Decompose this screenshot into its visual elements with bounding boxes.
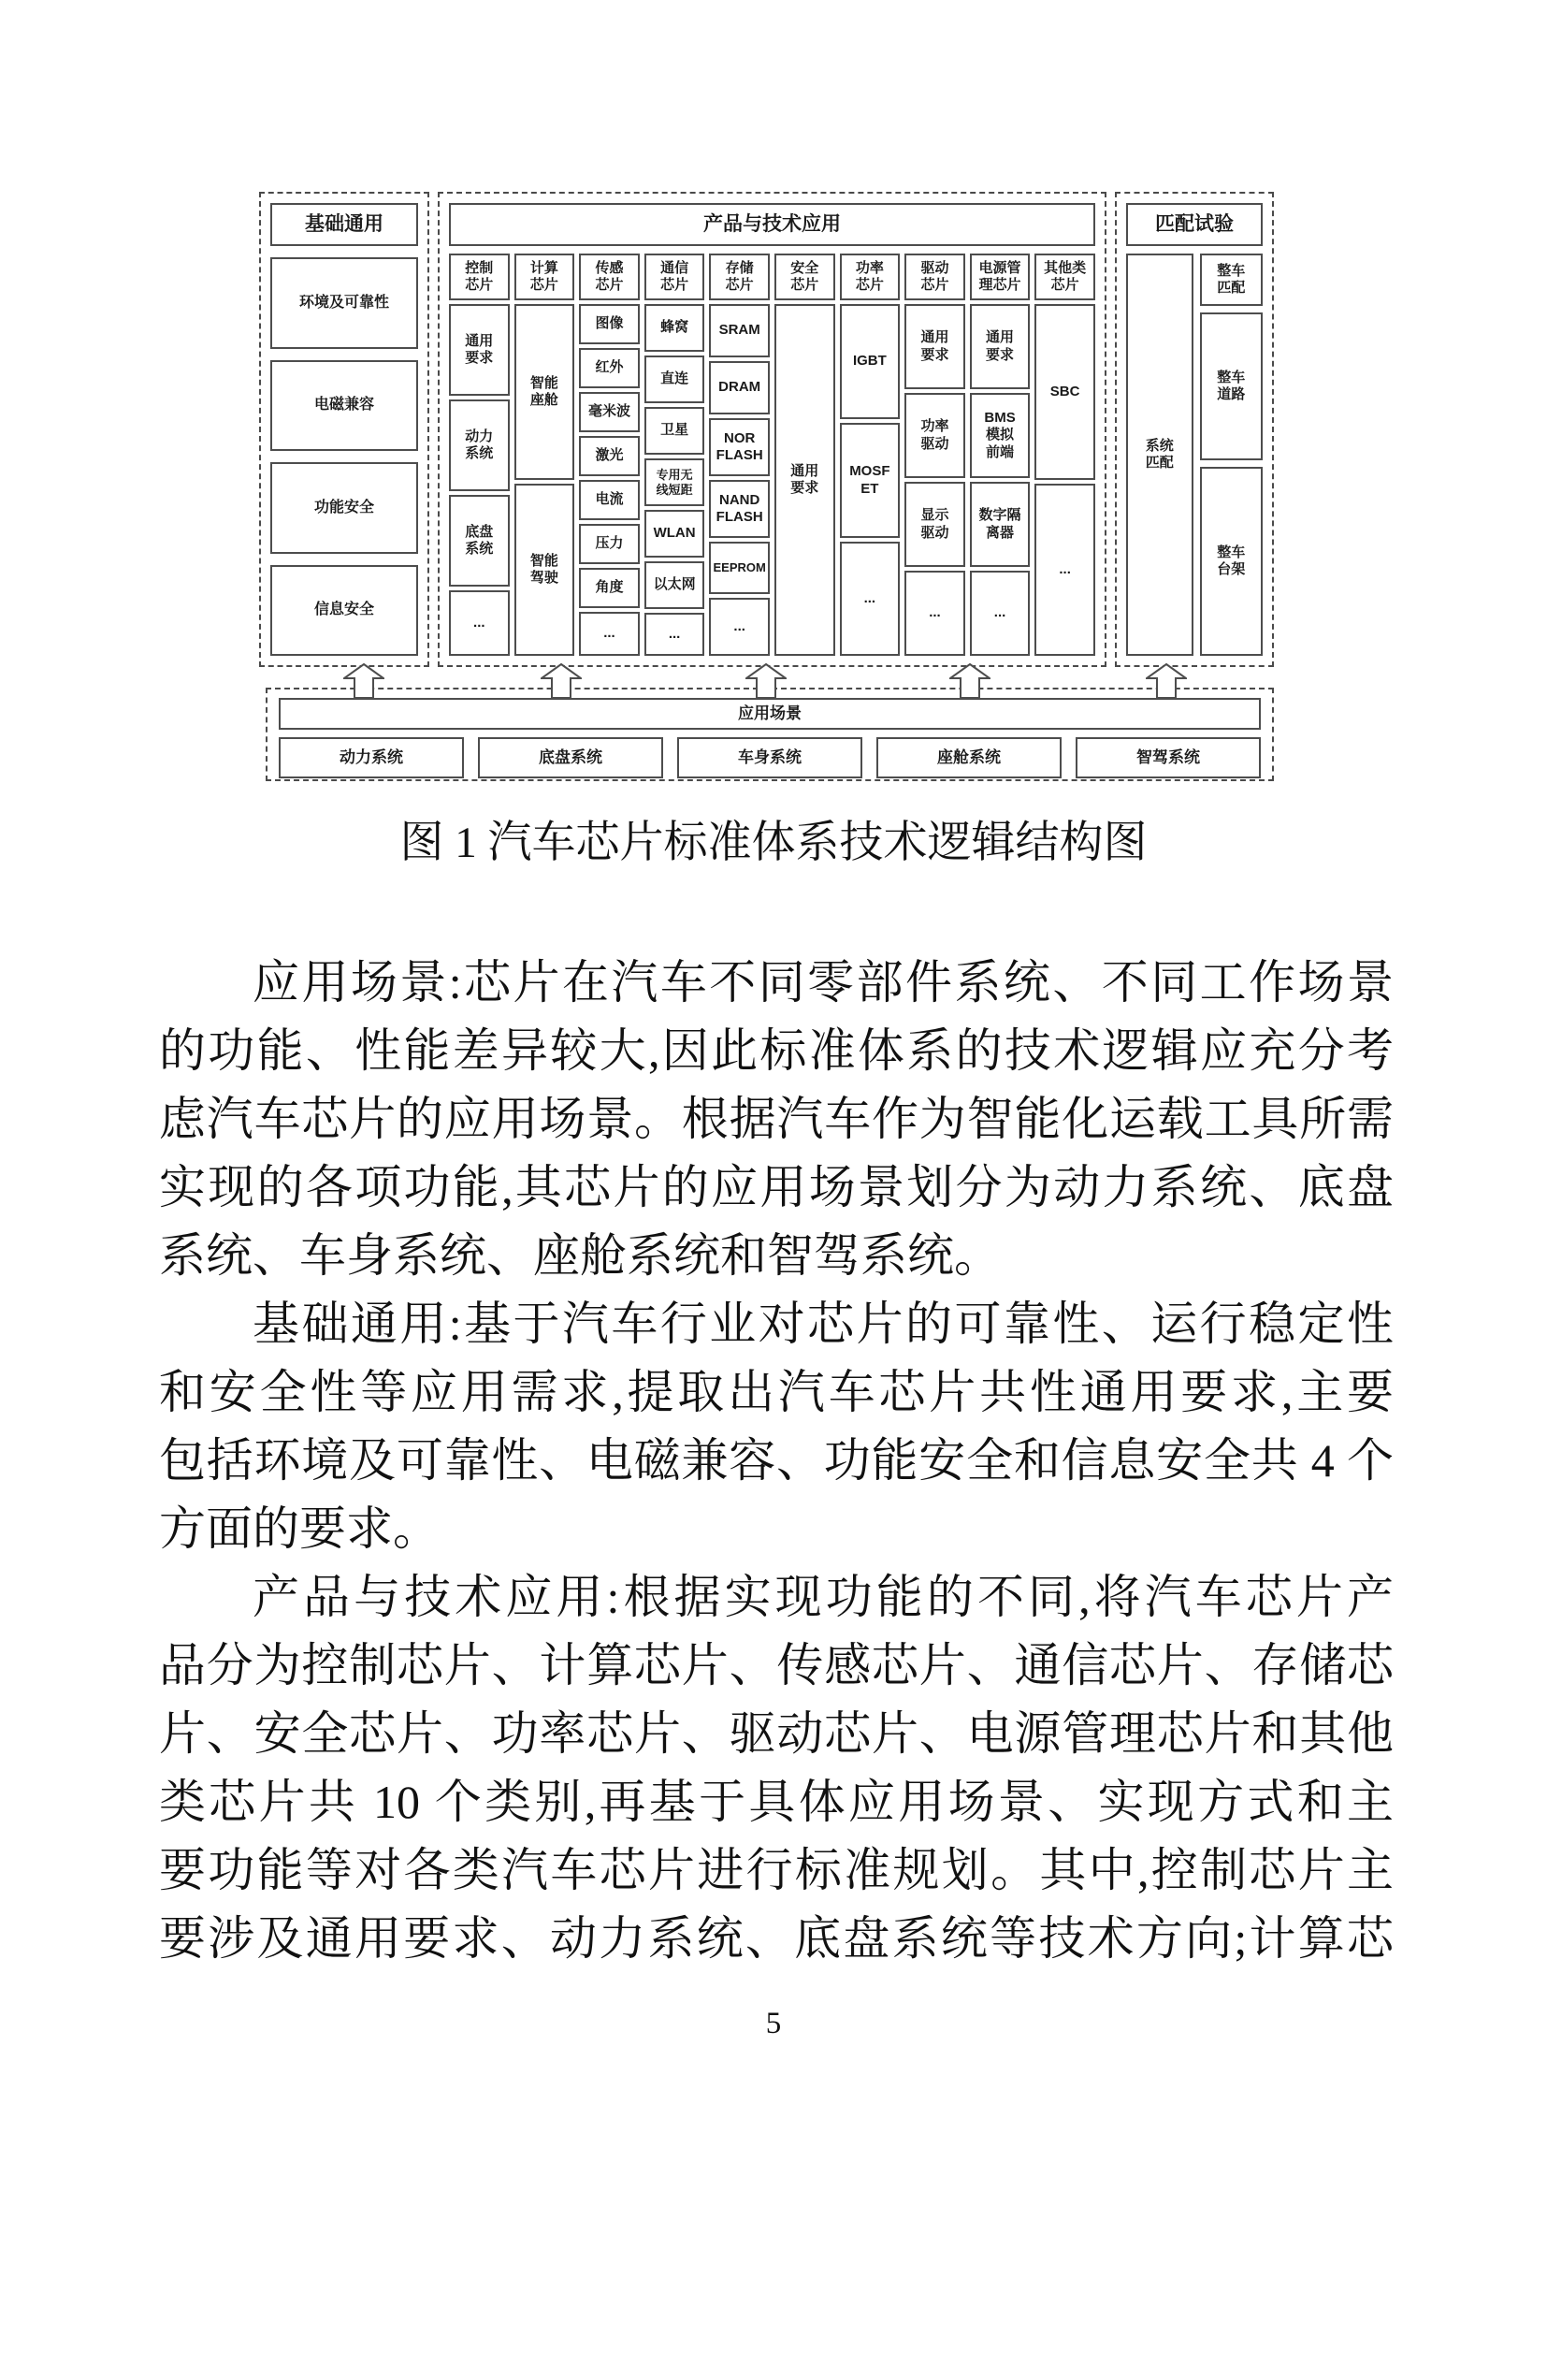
column-header: 存储芯片 (709, 254, 770, 300)
scenario-title-box: 应用场景 (279, 698, 1261, 730)
item-box: 角度 (579, 568, 640, 608)
section-title: 基础通用 (270, 203, 418, 246)
match-body (1126, 254, 1263, 656)
up-arrow-icon (1146, 663, 1187, 699)
section-product-tech (438, 192, 1106, 667)
chip-column-other (1034, 254, 1095, 656)
chip-column-storage (709, 254, 770, 656)
item-box: ... (449, 590, 510, 656)
column-header: 安全芯片 (774, 254, 835, 300)
item-box: ... (1034, 484, 1095, 656)
item-box: ... (840, 542, 901, 656)
item-box: ... (644, 613, 705, 656)
chip-column-driver (904, 254, 965, 656)
item-box: 以太网 (644, 561, 705, 609)
body-text-line: 虑汽车芯片的应用场景。根据汽车作为智能化运载工具所需 (159, 1093, 1394, 1145)
item-box: ... (970, 571, 1031, 656)
system-box: 智驾系统 (1076, 737, 1261, 778)
item-box: 环境及可靠性 (270, 257, 418, 349)
item-box: 通用要求 (774, 304, 835, 656)
column-header: 驱动芯片 (904, 254, 965, 300)
item-box: MOSFET (840, 423, 901, 538)
item-box: 压力 (579, 524, 640, 564)
page-number: 5 (765, 2007, 782, 2040)
item-box: 毫米波 (579, 392, 640, 432)
item-box: NAND FLASH (709, 480, 770, 538)
item-box: 蜂窝 (644, 304, 705, 352)
item-box: 直连 (644, 356, 705, 403)
item-box: DRAM (709, 361, 770, 414)
item-box: 功能安全 (270, 462, 418, 554)
chip-column-control (449, 254, 510, 656)
body-text-line: 包括环境及可靠性、电磁兼容、功能安全和信息安全共 4 个 (159, 1434, 1394, 1487)
item-box: 显示驱动 (904, 482, 965, 567)
column-header: 电源管理芯片 (970, 254, 1031, 300)
item-box: ... (709, 598, 770, 656)
section-application-scenario (266, 688, 1274, 781)
body-text-line: 系统、车身系统、座舱系统和智驾系统。 (159, 1229, 1001, 1282)
figure-diagram (259, 192, 1274, 783)
body-text (159, 949, 1394, 1973)
scenario-systems-row (279, 737, 1261, 778)
item-box: 数字隔离器 (970, 482, 1031, 567)
body-text-line: 类芯片共 10 个类别,再基于具体应用场景、实现方式和主 (159, 1776, 1394, 1828)
body-text-line: 和安全性等应用需求,提取出汽车芯片共性通用要求,主要 (159, 1366, 1394, 1418)
section-title: 匹配试验 (1126, 203, 1263, 246)
chip-column-power (840, 254, 901, 656)
up-arrow-icon (745, 663, 787, 699)
item-box: 图像 (579, 304, 640, 344)
item-box: NOR FLASH (709, 418, 770, 476)
system-box: 车身系统 (677, 737, 862, 778)
section-match-test (1115, 192, 1274, 667)
item-box: IGBT (840, 304, 901, 419)
column-header: 传感芯片 (579, 254, 640, 300)
item-box: 通用要求 (904, 304, 965, 389)
item-box: 整车道路 (1200, 312, 1264, 460)
section-basic-general (259, 192, 429, 667)
up-arrow-icon (541, 663, 582, 699)
item-box: EEPROM (709, 542, 770, 594)
item-box: BMS模拟前端 (970, 393, 1031, 478)
figure-caption: 图 1 汽车芯片标准体系技术逻辑结构图 (399, 819, 1148, 867)
system-box: 座舱系统 (876, 737, 1062, 778)
item-box: 智能座舱 (514, 304, 575, 480)
column-header: 功率芯片 (840, 254, 901, 300)
section-title: 产品与技术应用 (449, 203, 1095, 246)
item-box: 整车台架 (1200, 467, 1264, 656)
item-box: 整车匹配 (1200, 254, 1264, 306)
up-arrow-icon (343, 663, 384, 699)
column-header: 通信芯片 (644, 254, 705, 300)
body-text-line: 应用场景:芯片在汽车不同零部件系统、不同工作场景 (253, 956, 1394, 1009)
match-right-column (1200, 254, 1264, 656)
item-box: 系统匹配 (1126, 254, 1193, 656)
item-box: SRAM (709, 304, 770, 357)
item-box: ... (904, 571, 965, 656)
body-text-line: 要功能等对各类汽车芯片进行标准规划。其中,控制芯片主 (159, 1844, 1394, 1896)
item-box: 专用无线短距 (644, 458, 705, 506)
item-box: 动力系统 (449, 399, 510, 491)
diagram-top-row (259, 192, 1274, 667)
body-text-line: 方面的要求。 (159, 1502, 440, 1555)
system-box: 底盘系统 (478, 737, 663, 778)
up-arrow-icon (949, 663, 990, 699)
item-box: 智能驾驶 (514, 484, 575, 656)
item-box: 激光 (579, 436, 640, 476)
chip-columns (449, 254, 1095, 656)
item-box: 红外 (579, 348, 640, 388)
body-text-line: 基础通用:基于汽车行业对芯片的可靠性、运行稳定性 (253, 1298, 1394, 1350)
item-box: 电磁兼容 (270, 360, 418, 452)
chip-column-security (774, 254, 835, 656)
chip-column-power-mgmt (970, 254, 1031, 656)
chip-column-compute (514, 254, 575, 656)
chip-column-comm (644, 254, 705, 656)
document-page (0, 192, 1547, 2380)
chip-column-sensor (579, 254, 640, 656)
item-box: SBC (1034, 304, 1095, 480)
body-text-line: 要涉及通用要求、动力系统、底盘系统等技术方向;计算芯 (159, 1912, 1394, 1965)
system-box: 动力系统 (279, 737, 464, 778)
column-header: 控制芯片 (449, 254, 510, 300)
item-box: ... (579, 612, 640, 656)
item-box: 通用要求 (449, 304, 510, 396)
body-text-line: 片、安全芯片、功率芯片、驱动芯片、电源管理芯片和其他 (159, 1707, 1394, 1760)
item-box: 卫星 (644, 407, 705, 455)
body-text-line: 产品与技术应用:根据实现功能的不同,将汽车芯片产 (253, 1571, 1394, 1623)
item-box: 通用要求 (970, 304, 1031, 389)
column-header: 计算芯片 (514, 254, 575, 300)
item-box: 信息安全 (270, 565, 418, 657)
column-header: 其他类芯片 (1034, 254, 1095, 300)
item-box: 功率驱动 (904, 393, 965, 478)
item-box: 电流 (579, 480, 640, 520)
item-box: WLAN (644, 510, 705, 558)
body-text-line: 实现的各项功能,其芯片的应用场景划分为动力系统、底盘 (159, 1161, 1394, 1213)
body-text-line: 品分为控制芯片、计算芯片、传感芯片、通信芯片、存储芯 (159, 1639, 1394, 1691)
item-box: 底盘系统 (449, 495, 510, 587)
body-text-line: 的功能、性能差异较大,因此标准体系的技术逻辑应充分考 (159, 1024, 1394, 1077)
